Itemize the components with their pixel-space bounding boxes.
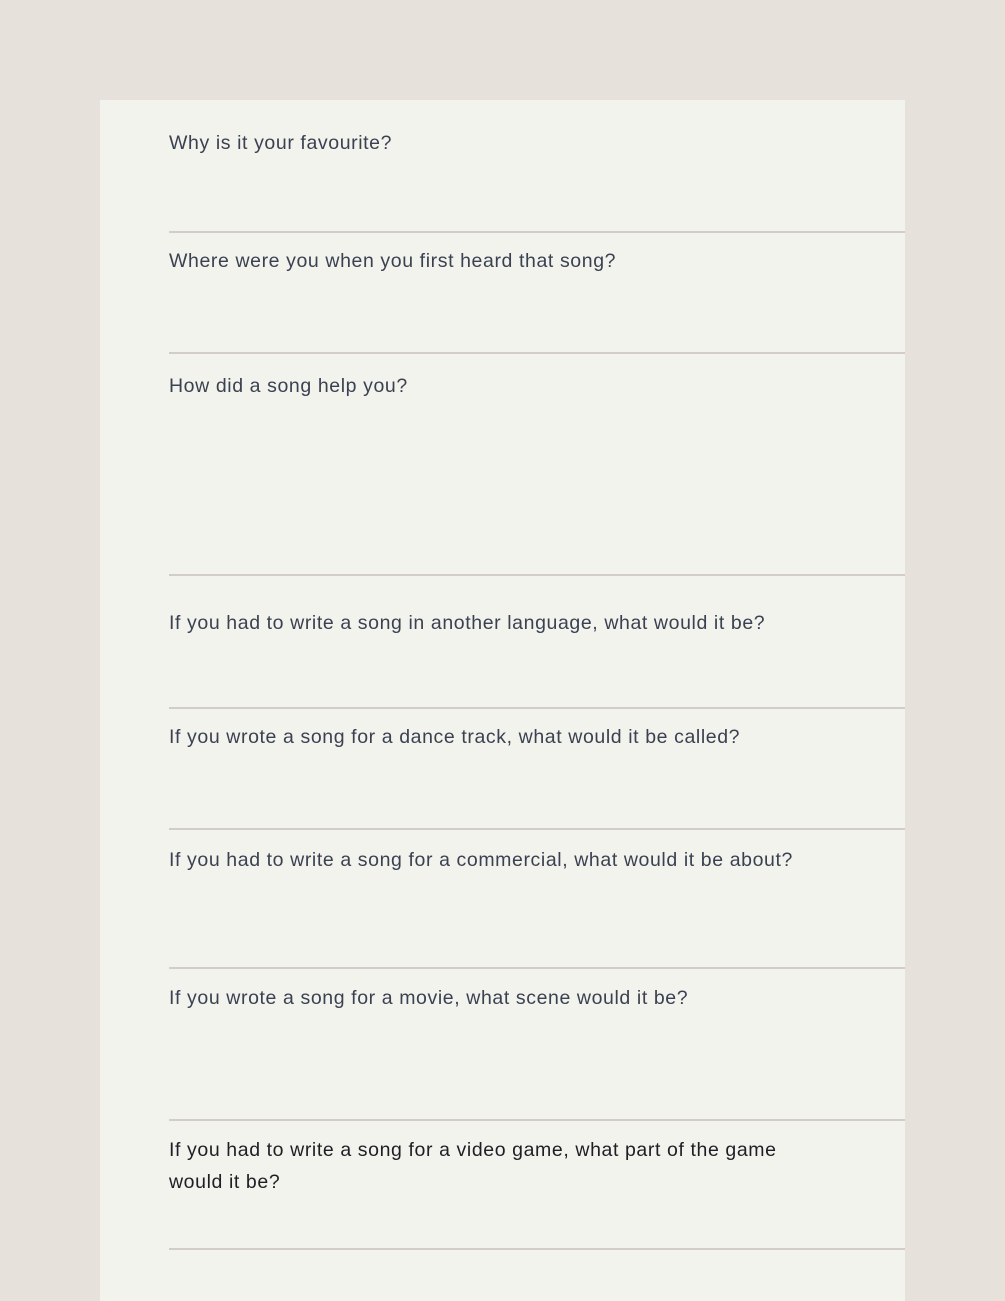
answer-line[interactable] [169,828,905,830]
worksheet-page [100,100,905,1301]
question-commercial: If you had to write a song for a commercial, what would it be about? [169,849,793,871]
answer-line[interactable] [169,574,905,576]
question-first-heard: Where were you when you first heard that song? [169,250,617,272]
answer-line[interactable] [169,231,905,233]
question-song-helped: How did a song help you? [169,375,408,397]
question-dance-track: If you wrote a song for a dance track, what would it be called? [169,726,741,748]
question-another-language: If you had to write a song in another language, what would it be? [169,612,766,634]
answer-line[interactable] [169,352,905,354]
question-favourite-reason: Why is it your favourite? [169,132,393,154]
answer-line[interactable] [169,967,905,969]
answer-line[interactable] [169,1248,905,1250]
question-video-game: If you had to write a song for a video game, what part of the game would it be? [169,1139,777,1193]
answer-line[interactable] [169,1119,905,1121]
question-movie-scene: If you wrote a song for a movie, what scene would it be? [169,987,689,1009]
answer-line[interactable] [169,707,905,709]
